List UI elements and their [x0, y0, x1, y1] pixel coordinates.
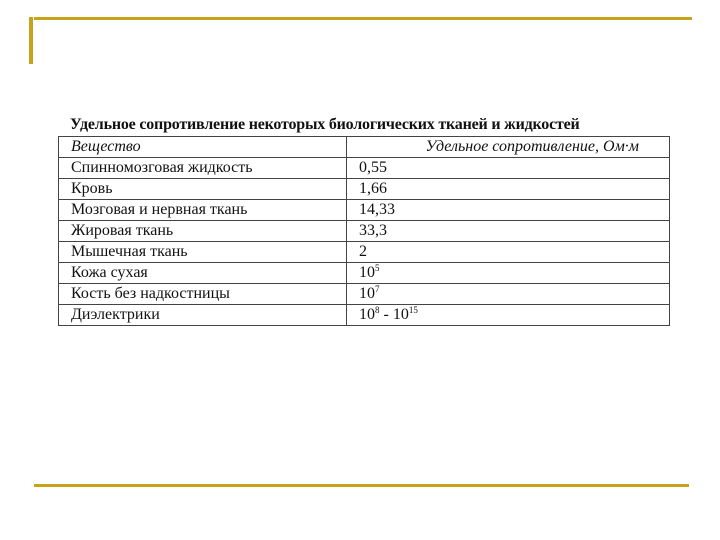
table-row: [59, 242, 670, 263]
resistivity-cell: [347, 263, 670, 284]
resistivity-cell: 14,33: [347, 200, 670, 221]
range-separator: -: [379, 306, 393, 323]
table-row: [59, 200, 670, 221]
substance-cell: Кость без надкостницы: [59, 284, 347, 305]
substance-cell: Мозговая и нервная ткань: [59, 200, 347, 221]
power-base: 10: [359, 306, 375, 323]
resistivity-cell: 1,66: [347, 179, 670, 200]
table-header-row: [59, 137, 670, 158]
table-row: [59, 263, 670, 284]
table-row: [59, 305, 670, 326]
table-row: [59, 158, 670, 179]
resistivity-cell: [347, 284, 670, 305]
table-row: [59, 179, 670, 200]
power-exponent: 7: [375, 284, 380, 294]
substance-cell: Жировая ткань: [59, 221, 347, 242]
header-resistivity: Удельное сопротивление, Ом·м: [347, 137, 670, 158]
resistivity-cell: 2: [347, 242, 670, 263]
slide-bottom-rule: [34, 484, 689, 487]
document-image: [56, 108, 670, 330]
header-substance: Вещество: [59, 137, 347, 158]
power-base: 10: [359, 264, 375, 281]
document-title: Удельное сопротивление некоторых биологических тканей и жидкостей: [70, 116, 580, 133]
substance-cell: Спинномозговая жидкость: [59, 158, 347, 179]
resistivity-table: [58, 136, 670, 326]
power-exponent: 8: [375, 305, 380, 315]
slide-top-rule: [34, 17, 692, 20]
substance-cell: Диэлектрики: [59, 305, 347, 326]
slide-left-rule: [29, 17, 33, 64]
table-row: [59, 221, 670, 242]
power-base: 10: [359, 285, 375, 302]
resistivity-cell: [347, 305, 670, 326]
power-exponent: 5: [375, 263, 380, 273]
substance-cell: Мышечная ткань: [59, 242, 347, 263]
substance-cell: Кровь: [59, 179, 347, 200]
power-exponent: 15: [408, 305, 418, 315]
substance-cell: Кожа сухая: [59, 263, 347, 284]
table-row: [59, 284, 670, 305]
power-base: 10: [392, 306, 409, 323]
resistivity-cell: 0,55: [347, 158, 670, 179]
resistivity-cell: 33,3: [347, 221, 670, 242]
